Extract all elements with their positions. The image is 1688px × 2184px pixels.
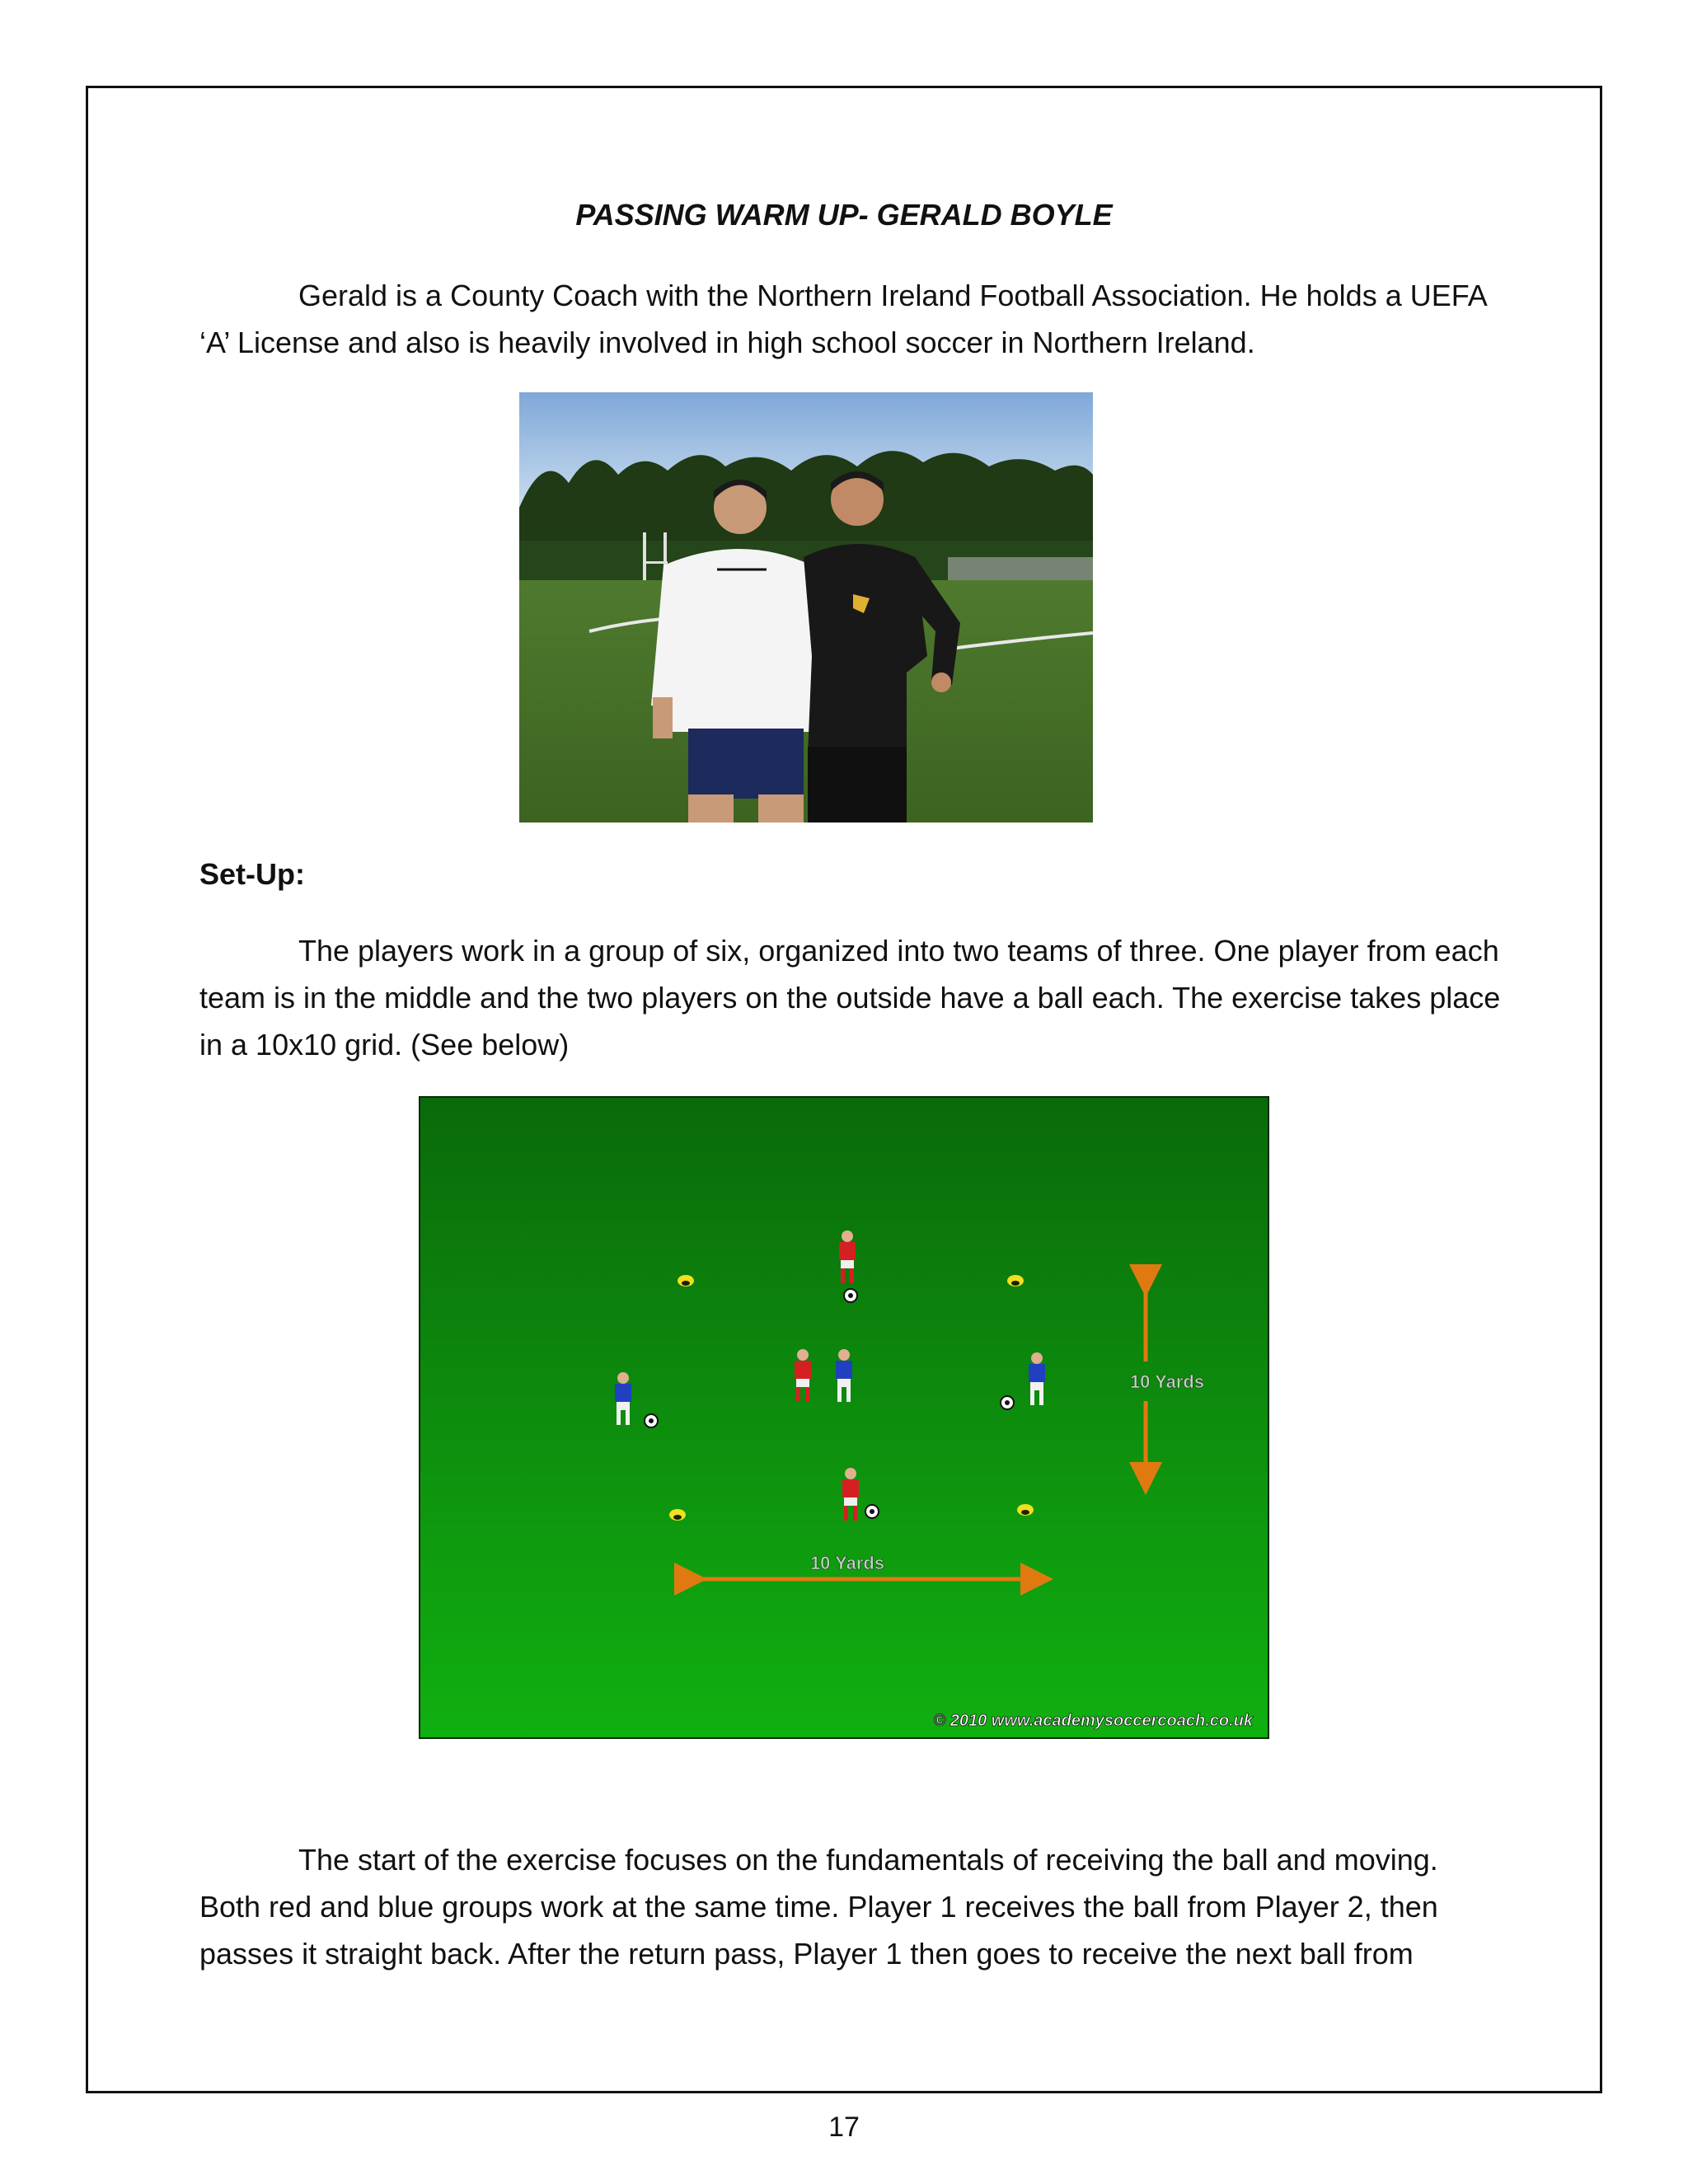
- cone: [1007, 1275, 1024, 1286]
- page-number: 17: [828, 2111, 860, 2143]
- cone: [678, 1275, 694, 1286]
- drill-diagram: [419, 1096, 1269, 1739]
- setup-paragraph: [199, 927, 1502, 1068]
- photo-illustration: [519, 392, 1093, 823]
- setup-heading: Set-Up:: [199, 857, 305, 891]
- page-title: PASSING WARM UP- GERALD BOYLE: [575, 198, 1113, 232]
- page-border: [86, 86, 1602, 2093]
- intro-paragraph: [199, 272, 1502, 366]
- intro-text: Gerald is a County Coach with the Northern Ireland Football Association. He holds a UEFA ‘A’ License and also is heavily involved in high school soccer in Northern Ireland.: [199, 279, 1486, 359]
- ball: [865, 1505, 879, 1518]
- setup-text: The players work in a group of six, organized into two teams of three. One player from each team is in the middle and the two players on the outside have a ball each. The exercise takes place in a 10x10 grid. (See below): [199, 934, 1501, 1062]
- ball: [645, 1414, 658, 1427]
- ball: [844, 1289, 857, 1302]
- body-paragraph: [199, 1836, 1502, 1977]
- cone: [1017, 1504, 1034, 1516]
- copyright-text: © 2010 www.academysoccercoach.co.uk: [933, 1712, 1253, 1730]
- cone: [669, 1509, 686, 1521]
- ball: [1001, 1396, 1014, 1409]
- vertical-distance-label: 10 Yards: [1129, 1371, 1205, 1392]
- drill-diagram-graphic: [420, 1098, 1268, 1737]
- coaches-photo: [519, 392, 1093, 823]
- body-text: The start of the exercise focuses on the fundamentals of receiving the ball and moving. Both red and blue groups work at the same time. Player 1 receives the ball from Player 2, then passes it straight back. After the return pass, Player 1 then goes to receive the next ball from: [199, 1843, 1438, 1971]
- pitch: [420, 1098, 1268, 1737]
- horizontal-distance-label: 10 Yards: [809, 1553, 885, 1573]
